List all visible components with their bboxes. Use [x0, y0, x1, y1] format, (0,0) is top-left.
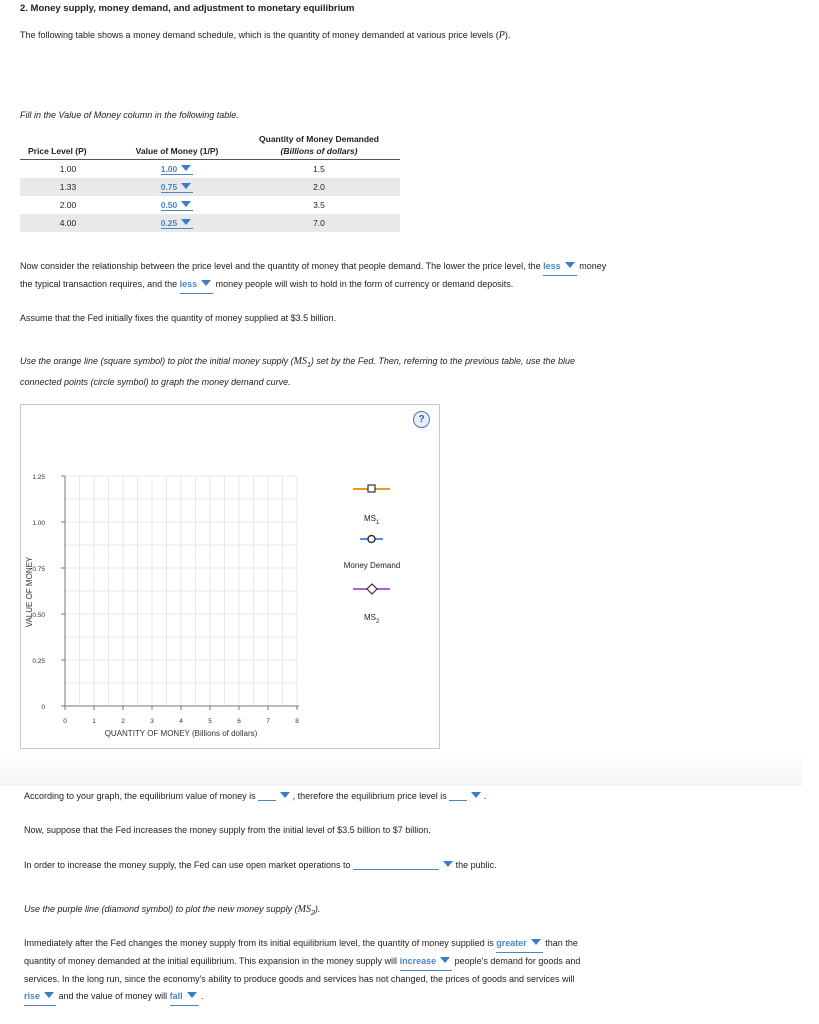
section-divider: [0, 752, 802, 786]
chevron-down-icon: [565, 262, 575, 268]
x-tick-label: 0: [63, 718, 67, 725]
qty-cell: 3.5: [313, 200, 325, 210]
col1-header: Price Level (P): [28, 146, 87, 156]
x-tick-label: 3: [150, 718, 154, 725]
money-demand-legend-tool[interactable]: [360, 536, 383, 543]
chevron-down-icon: [181, 183, 191, 189]
purple-line-instruction: Use the purple line (diamond symbol) to plot the new money supply $(MS_2)$.: [24, 904, 321, 917]
x-tick-label: 1: [92, 718, 96, 725]
table-row: [20, 214, 400, 232]
col2-header: Value of Money (1/P): [135, 146, 219, 156]
price-cell: 1.33: [20, 178, 116, 196]
chevron-down-icon: [440, 957, 450, 963]
value-dropdown[interactable]: 0.25: [161, 218, 194, 229]
table-row: [20, 196, 400, 214]
value-dropdown[interactable]: 1.00: [161, 164, 194, 175]
table-row: [20, 160, 400, 179]
eq-price-dropdown[interactable]: [471, 792, 481, 798]
chevron-down-icon: [187, 992, 197, 998]
ms1-legend-tool[interactable]: [353, 485, 390, 492]
price-cell: 1.00: [59, 164, 77, 174]
price-level-paragraph: Now consider the relationship between the price level and the quantity of money that people demand. The lower the price level, the less money the typical transaction requires, and the less money people will wish to hold in the form of currency or demand deposits.: [20, 258, 810, 294]
value-of-money-dropdown[interactable]: fall: [170, 988, 199, 1006]
table-instruction: Fill in the Value of Money column in the following table.: [20, 110, 239, 120]
table-row: [20, 178, 400, 196]
chevron-down-icon: [201, 280, 211, 286]
question-title: 2. Money supply, money demand, and adjustment to monetary equilibrium: [20, 3, 355, 14]
x-tick-label: 7: [266, 718, 270, 725]
x-tick-label: 6: [237, 718, 241, 725]
supply-comparison-dropdown[interactable]: greater: [496, 935, 543, 953]
ms2-legend-label: $MS_2$: [364, 613, 380, 625]
y-axis-label: VALUE OF MONEY: [25, 556, 34, 628]
increase-money-text: Now, suppose that the Fed increases the money supply from the initial level of $3.5 billion to $7 billion.: [24, 825, 431, 835]
x-tick-label: 2: [121, 718, 125, 725]
y-tick-label: 0.25: [32, 658, 45, 665]
ms1-legend-label: $MS_1$: [364, 514, 380, 526]
price-cell: 2.00: [59, 200, 77, 210]
money-demand-legend-label: Money Demand: [343, 561, 401, 570]
diamond-icon: [367, 584, 377, 594]
prices-dropdown[interactable]: rise: [24, 988, 56, 1006]
x-axis-label: QUANTITY OF MONEY (Billions of dollars): [104, 729, 258, 738]
y-tick-label: 0.75: [32, 566, 45, 573]
y-tick-label: 1.00: [32, 520, 45, 527]
square-icon: [368, 485, 375, 492]
qty-cell: 1.5: [313, 164, 325, 174]
equilibrium-question: According to your graph, the equilibrium value of money is , therefore the equilibrium price level is .: [24, 791, 487, 801]
intro-text: The following table shows a money demand schedule, which is the quantity of money demanded at various price levels (P).: [20, 30, 511, 41]
chevron-down-icon: [181, 165, 191, 171]
circle-icon: [368, 536, 375, 543]
money-demand-table: [20, 134, 400, 232]
fewer-less-dropdown[interactable]: less: [543, 258, 577, 276]
final-paragraph: Immediately after the Fed changes the money supply from its initial equilibrium level, the quantity of money supplied is greater than the quantity of money demanded at the initial equilibrium. This expansion in the money supply will increase people's demand for goods and services. In the long run, since the economy's ability to produce goods and services has not changed, the prices of goods and services will rise and the value of money will fall .: [24, 935, 804, 1006]
x-tick-label: 8: [295, 718, 299, 725]
chevron-down-icon: [531, 939, 541, 945]
chevron-down-icon: [181, 219, 191, 225]
price-cell: 4.00: [20, 214, 116, 232]
money-held-dropdown[interactable]: less: [180, 276, 214, 294]
chevron-down-icon: [181, 201, 191, 207]
eq-value-dropdown[interactable]: [280, 792, 290, 798]
money-graph[interactable]: [20, 404, 440, 749]
fed-assumption-text: Assume that the Fed initially fixes the quantity of money supplied at $3.5 billion.: [20, 313, 337, 323]
y-tick-label: 0: [41, 704, 45, 711]
col3-subheader: (Billions of dollars): [280, 146, 358, 156]
graph-instruction: Use the orange line (square symbol) to plot the initial money supply $(MS_1)$ set by the Fed. Then, referring to the previous table, use the blue connected points (circle symbol) to graph the money demand curve.: [20, 356, 576, 387]
value-dropdown[interactable]: 0.50: [161, 200, 194, 211]
qty-cell: 2.0: [238, 178, 400, 196]
chevron-down-icon: [44, 992, 54, 998]
buy-sell-dropdown[interactable]: [443, 861, 453, 867]
x-tick-label: 4: [179, 718, 183, 725]
open-market-question: In order to increase the money supply, the Fed can use open market operations to the public.: [24, 860, 497, 870]
y-tick-label: 1.25: [32, 474, 45, 481]
demand-change-dropdown[interactable]: increase: [400, 953, 453, 971]
y-tick-label: 0.50: [32, 612, 45, 619]
value-dropdown[interactable]: 0.75: [161, 182, 194, 193]
col3-header: Quantity of Money Demanded: [259, 134, 379, 144]
ms2-legend-tool[interactable]: [353, 584, 390, 594]
qty-cell: 7.0: [238, 214, 400, 232]
x-tick-label: 5: [208, 718, 212, 725]
help-icon[interactable]: ?: [413, 411, 430, 428]
